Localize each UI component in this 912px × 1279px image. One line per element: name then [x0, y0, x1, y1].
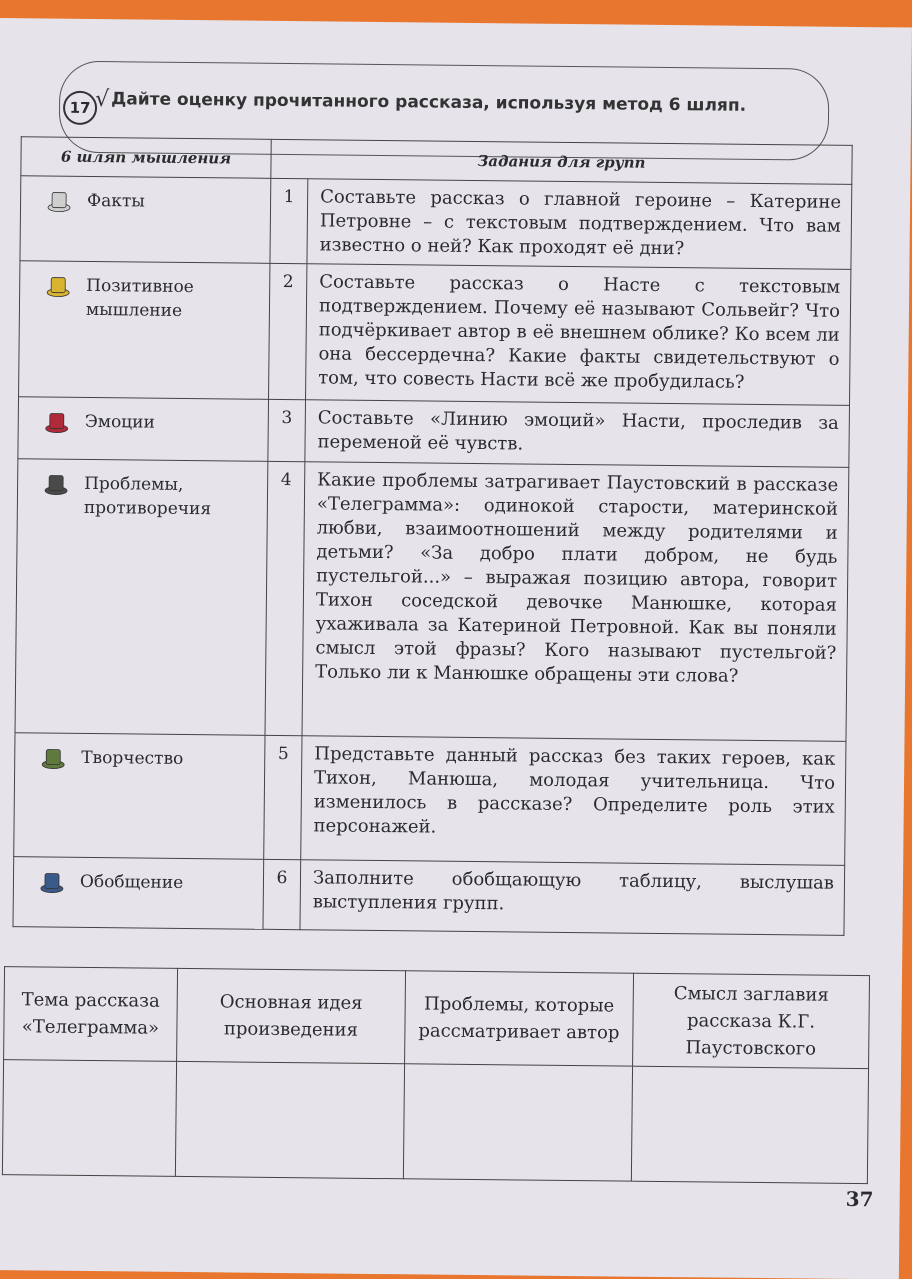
task-text: Составьте «Линию эмоций» Насти, проследив за переменой её чувств. — [305, 400, 850, 468]
summary-table — [2, 966, 870, 1184]
table-row — [14, 733, 846, 866]
summary-cell-theme[interactable] — [2, 1060, 176, 1177]
textbook-page — [0, 18, 912, 1279]
hat-label: Эмоции — [84, 411, 155, 433]
task-row-number: 1 — [270, 178, 308, 263]
task-title: Дайте оценку прочитанного рассказа, используя метод 6 шляп. — [111, 89, 747, 116]
task-row-number: 4 — [265, 461, 305, 735]
hat-cell — [15, 459, 268, 736]
hat-cell — [14, 733, 265, 860]
hat-icon — [47, 191, 71, 213]
hat-label: Творчество — [81, 747, 184, 769]
hat-cell — [18, 397, 269, 462]
hat-label: Обобщение — [79, 871, 184, 893]
hat-cell — [20, 176, 271, 264]
hat-cell — [19, 261, 270, 400]
summary-cell-title-meaning[interactable] — [631, 1066, 868, 1183]
task-row-number: 6 — [263, 859, 301, 929]
summary-cell-idea[interactable] — [175, 1061, 404, 1178]
table-row — [20, 176, 852, 270]
summary-header-idea: Основная идея произведения — [177, 968, 406, 1063]
task-text: Составьте рассказ о главной героине – Катерине Петровне – с текстовым подтверждением. Что вам известно о ней? Как проходят её дни? — [307, 179, 852, 270]
task-row-number: 5 — [264, 735, 302, 859]
hat-label: Позитивное мышление — [85, 275, 194, 321]
table-row — [13, 857, 845, 936]
task-text: Представьте данный рассказ без таких героев, как Тихон, Манюша, молодая учительница. Что изменилось в рассказе? Определите роль этих персонажей. — [301, 736, 846, 866]
page-number: 37 — [845, 1186, 874, 1212]
hat-icon — [44, 473, 68, 495]
hat-label: Проблемы, противоречия — [83, 473, 212, 520]
summary-cell-problems[interactable] — [403, 1064, 632, 1181]
table-row — [19, 261, 851, 406]
task-text: Составьте рассказ о Насте с текстовым подтверждением. Почему её называют Сольвейг? Что подчёркивает автор в её внешнем облике? Ко всем ли она бессердечна? Какие факты свидетельствуют о том, что совесть Насти всё же пробудилась? — [306, 264, 851, 406]
table-row — [15, 459, 849, 742]
task-row-number: 2 — [269, 263, 307, 399]
header-tasks: Задания для групп — [271, 139, 852, 184]
hat-icon — [41, 747, 65, 769]
summary-header-problems: Проблемы, которые рассматривает автор — [405, 971, 634, 1066]
checkmark-icon: √ — [95, 87, 110, 113]
task-number: 17 — [63, 91, 97, 125]
task-text: Заполните обобщающую таблицу, выслушав выступления групп. — [300, 860, 845, 936]
hat-label: Факты — [86, 190, 146, 212]
six-hats-table — [12, 136, 852, 936]
hat-cell — [13, 857, 264, 930]
header-hats: 6 шляп мышления — [21, 137, 271, 179]
hat-icon — [45, 411, 69, 433]
summary-header-title-meaning: Смысл заглавия рассказа К.Г. Паустовского — [633, 973, 870, 1068]
hat-icon — [46, 275, 70, 297]
summary-header-theme: Тема рассказа «Телеграмма» — [4, 967, 178, 1062]
task-text: Какие проблемы затрагивает Паустовский в рассказе «Телеграмма»: одинокой старости, материнской любви, взаимоотношений между родителями и детьми? «За добро плати добром, не будь пустельгой...» – выражая позицию автора, говорит Тихон соседской девочке Манюшке, которая ухаживала за Катериной Петровной. Как вы поняли смысл этой фразы? Кого называют пустельгой? Только ли к Манюшке обращены эти слова? — [302, 462, 849, 742]
table-row — [18, 397, 850, 468]
hat-icon — [40, 871, 64, 893]
task-row-number: 3 — [268, 399, 306, 461]
